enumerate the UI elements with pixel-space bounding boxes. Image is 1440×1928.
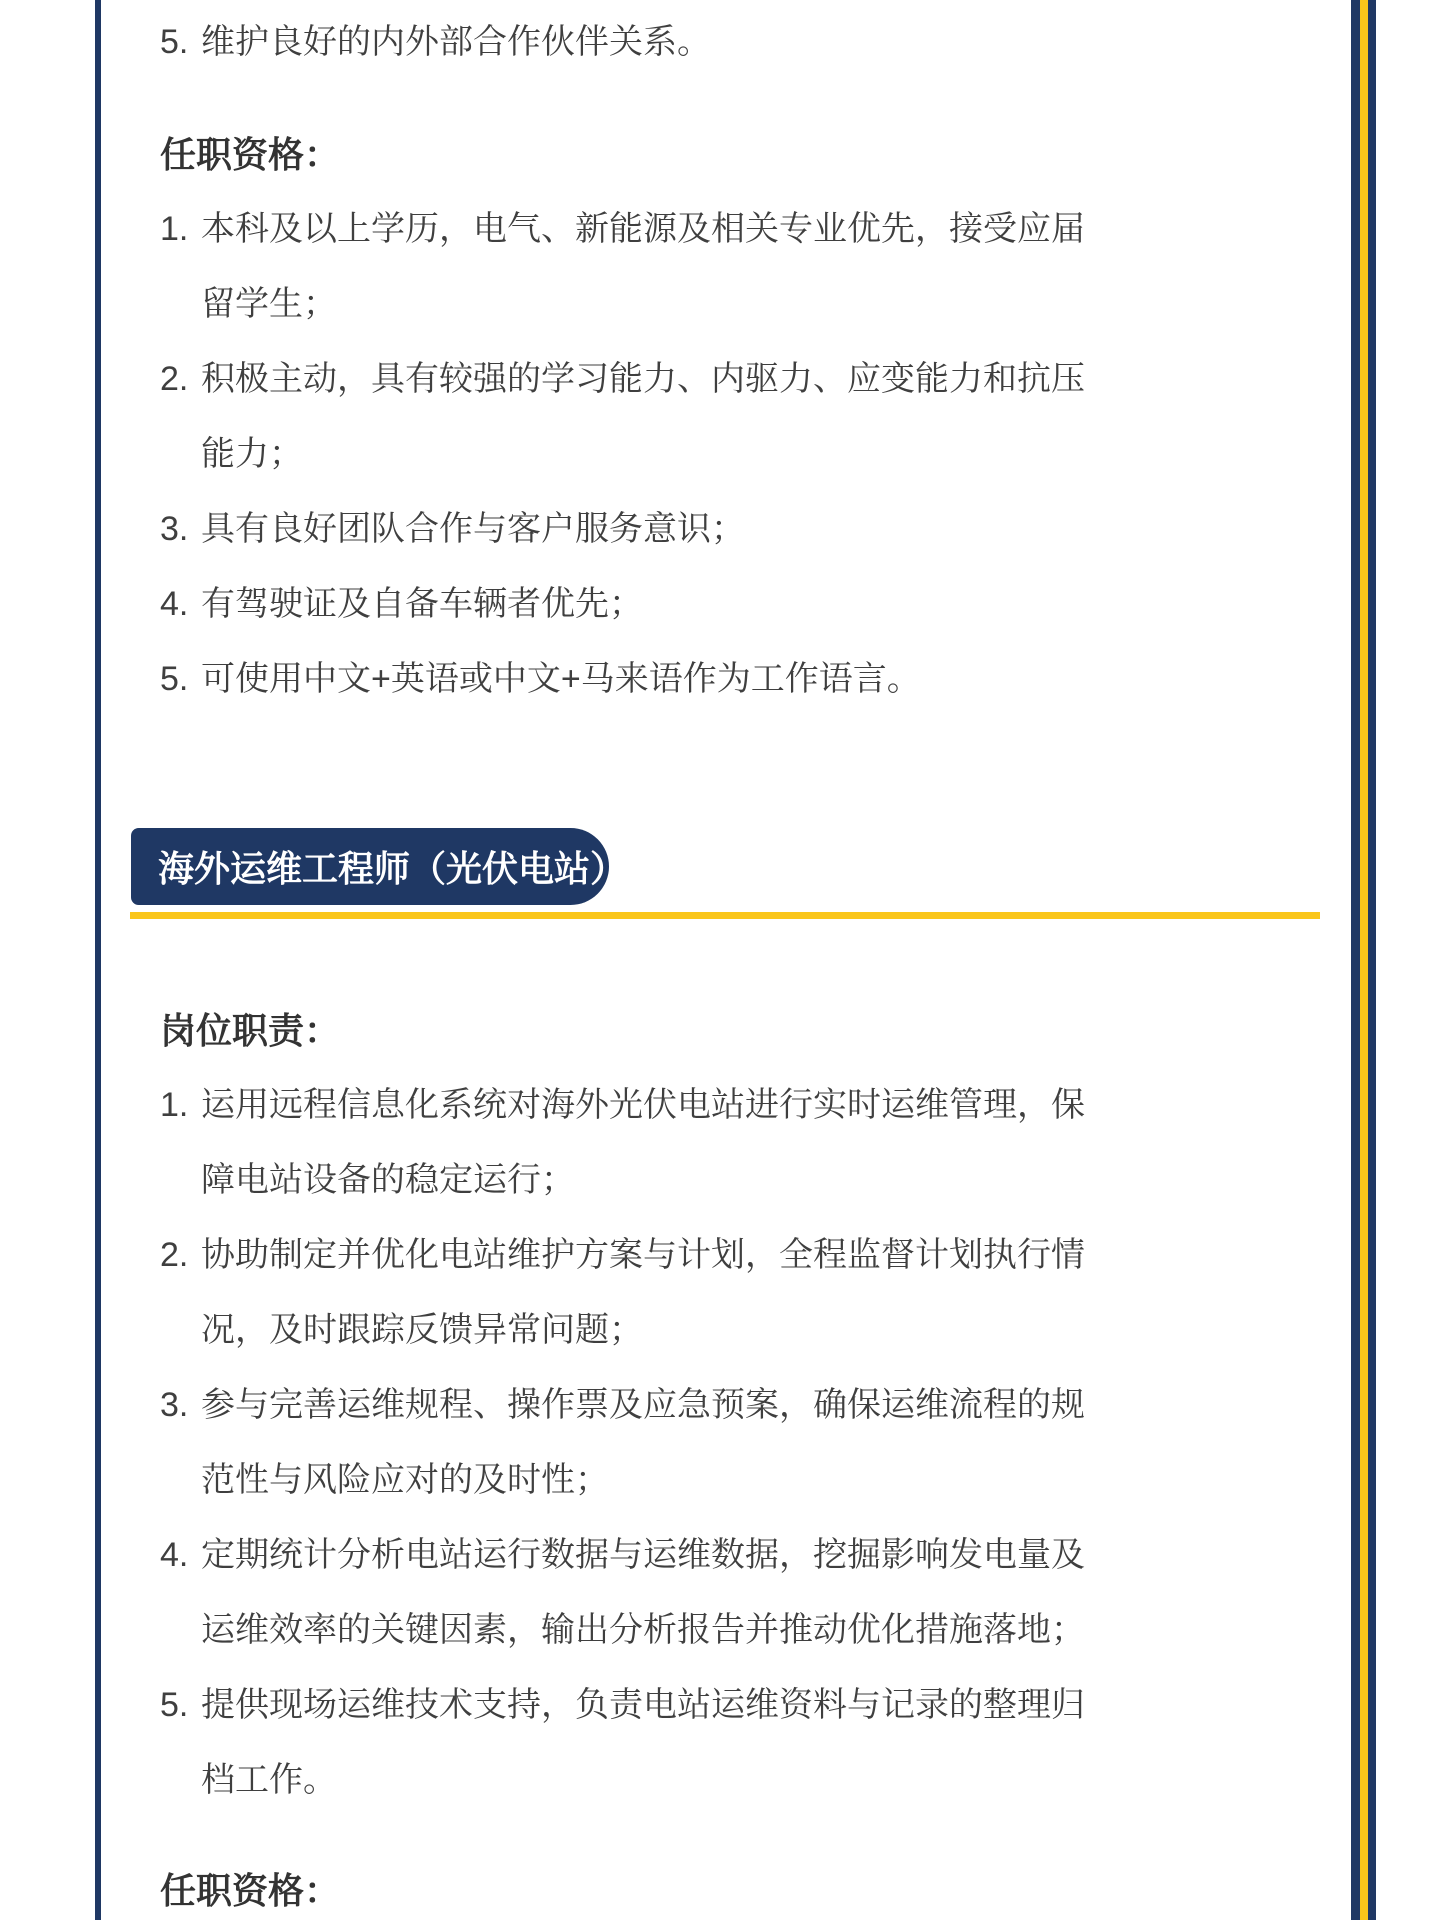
yellow-divider-line	[130, 912, 1320, 919]
item-line: 定期统计分析电站运行数据与运维数据，挖掘影响发电量及	[201, 1536, 1085, 1574]
item-line: 积极主动，具有较强的学习能力、内驱力、应变能力和抗压	[201, 360, 1085, 398]
list-item-text	[201, 1368, 1160, 1518]
item-line: 维护良好的内外部合作伙伴关系。	[201, 23, 711, 61]
list-item	[160, 567, 1160, 642]
item-line: 障电站设备的稳定运行；	[201, 1161, 575, 1199]
item-line: 参与完善运维规程、操作票及应急预案，确保运维流程的规	[201, 1386, 1085, 1424]
right-stripe-yellow	[1360, 0, 1368, 1920]
list-item-number: 2.	[160, 360, 189, 398]
content-column	[160, 5, 1160, 1928]
list-item-number: 1.	[160, 210, 189, 248]
left-accent-bar	[95, 0, 101, 1920]
item-line: 有驾驶证及自备车辆者优先；	[201, 585, 643, 623]
list-item	[160, 1218, 1160, 1368]
list-item-number: 3.	[160, 510, 189, 548]
list-item-text	[201, 1068, 1160, 1218]
list-item	[160, 1668, 1160, 1818]
job-title: 海外运维工程师（光伏电站）	[158, 848, 627, 889]
list-item	[160, 1518, 1160, 1668]
list-item	[160, 5, 1160, 80]
right-stripe-navy-outer	[1351, 0, 1360, 1920]
right-border-stripes	[1351, 0, 1376, 1920]
item-line: 范性与风险应对的及时性；	[201, 1461, 609, 1499]
right-stripe-navy-inner	[1368, 0, 1376, 1920]
item-line: 本科及以上学历，电气、新能源及相关专业优先，接受应届	[201, 210, 1085, 248]
item-line: 况，及时跟踪反馈异常问题；	[201, 1311, 643, 1349]
job-title-banner	[131, 828, 627, 905]
item-line: 可使用中文+英语或中文+马来语作为工作语言。	[201, 660, 921, 698]
list-item-text	[201, 492, 1160, 567]
responsibilities-heading: 岗位职责：	[160, 1010, 341, 1051]
list-item-number: 1.	[160, 1086, 189, 1124]
item-line: 提供现场运维技术支持，负责电站运维资料与记录的整理归	[201, 1686, 1085, 1724]
list-item-text	[201, 567, 1160, 642]
list-item-text	[201, 5, 1160, 80]
item-line: 具有良好团队合作与客户服务意识；	[201, 510, 745, 548]
list-item-number: 3.	[160, 1386, 189, 1424]
list-item-text	[201, 1668, 1160, 1818]
list-item-text	[201, 342, 1160, 492]
list-item-number: 2.	[160, 1236, 189, 1274]
list-item	[160, 1368, 1160, 1518]
item-line: 档工作。	[201, 1761, 337, 1799]
list-item-text	[201, 192, 1160, 342]
list-item-number: 5.	[160, 1686, 189, 1724]
item-line: 留学生；	[201, 285, 337, 323]
list-item-number: 4.	[160, 585, 189, 623]
qualifications-heading-2: 任职资格：	[160, 1870, 341, 1911]
list-item-number: 5.	[160, 660, 189, 698]
list-item-text	[201, 1518, 1160, 1668]
item-line: 能力；	[201, 435, 303, 473]
list-item-text	[201, 1218, 1160, 1368]
list-item	[160, 1068, 1160, 1218]
list-item-number: 4.	[160, 1536, 189, 1574]
list-item	[160, 342, 1160, 492]
list-item	[160, 642, 1160, 717]
item-line: 运维效率的关键因素，输出分析报告并推动优化措施落地；	[201, 1611, 1085, 1649]
list-item-text	[201, 642, 1160, 717]
item-line: 协助制定并优化电站维护方案与计划，全程监督计划执行情	[201, 1236, 1085, 1274]
list-item-number: 5.	[160, 23, 189, 61]
list-item	[160, 492, 1160, 567]
item-line: 运用远程信息化系统对海外光伏电站进行实时运维管理，保	[201, 1086, 1085, 1124]
list-item	[160, 192, 1160, 342]
qualifications-heading: 任职资格：	[160, 134, 341, 175]
